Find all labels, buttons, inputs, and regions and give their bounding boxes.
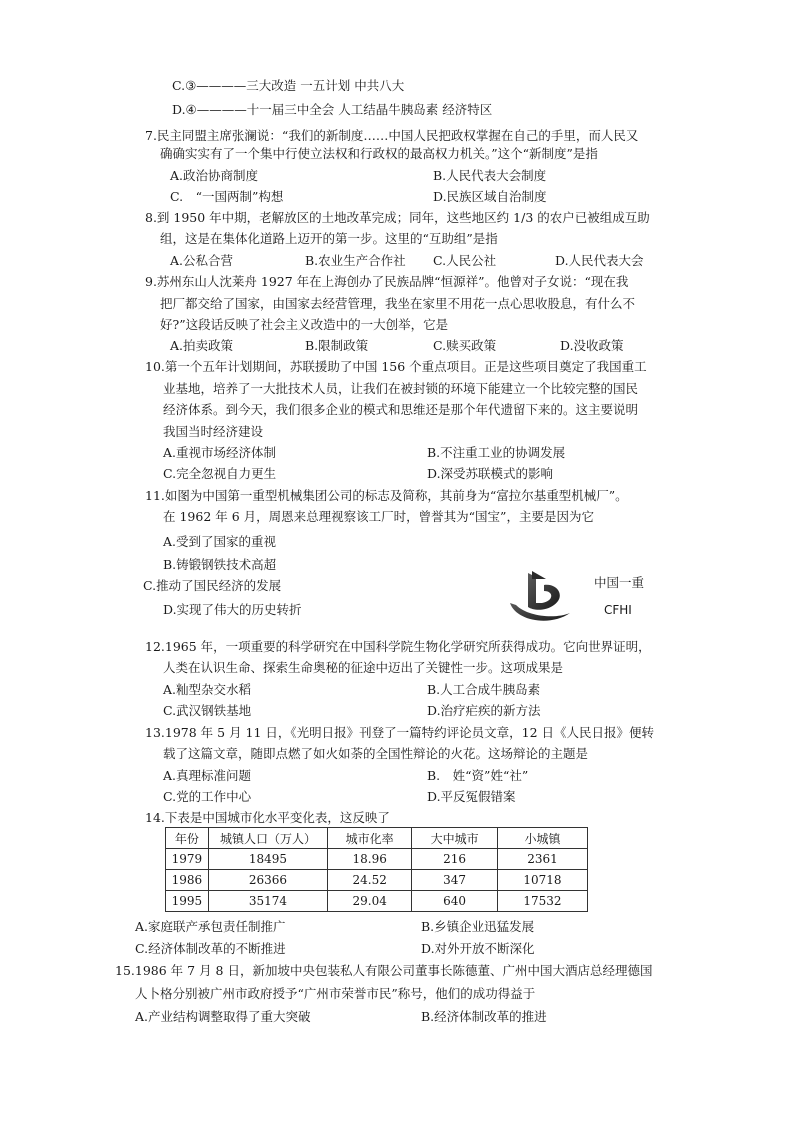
table-cell: 35174 [208, 891, 327, 912]
q11-option-b[interactable]: B.铸锻钢铁技术高超 [163, 557, 277, 572]
q13-option-d[interactable]: D.平反冤假错案 [427, 789, 516, 804]
table-cell: 18495 [208, 849, 327, 870]
q12-stem-line-1: 12.1965 年，一项重要的科学研究在中国科学院生物化学研究所获得成功。它向世界证明， [145, 639, 651, 654]
q14-option-c[interactable]: C.经济体制改革的不断推进 [135, 941, 286, 956]
q10-option-d[interactable]: D.深受苏联模式的影响 [427, 466, 554, 481]
q7-option-c[interactable]: C. “一国两制”构想 [170, 189, 284, 204]
q10-stem-line-3: 经济体系。到今天，我们很多企业的模式和思维还是那个年代遗留下来的。这主要说明 [163, 402, 639, 417]
table-cell: 29.04 [328, 891, 412, 912]
q7-option-b[interactable]: B.人民代表大会制度 [433, 168, 547, 183]
q10-stem-line-4: 我国当时经济建设 [163, 424, 264, 439]
q7-stem-line-1: 7.民主同盟主席张澜说：“我们的新制度……中国人民把政权掌握在自己的手里，而人民又 [145, 128, 639, 143]
table-cell: 17532 [497, 891, 587, 912]
q10-option-b[interactable]: B.不注重工业的协调发展 [427, 445, 566, 460]
table-cell: 10718 [497, 870, 587, 891]
q12-option-d[interactable]: D.治疗疟疾的新方法 [427, 703, 541, 718]
q8-stem-line-2: 组，这是在集体化道路上迈开的第一步。这里的“互助组”是指 [160, 231, 498, 246]
table-header: 大中城市 [412, 828, 498, 849]
q13-stem-line-2: 载了这篇文章，随即点燃了如火如荼的全国性辩论的火花。这场辩论的主题是 [163, 746, 589, 761]
q12-stem-line-2: 人类在认识生命、探索生命奥秘的征途中迈出了关键性一步。这项成果是 [163, 660, 564, 675]
q11-stem-line-1: 11.如图为中国第一重型机械集团公司的标志及简称，其前身为“富拉尔基重型机械厂”。 [145, 488, 628, 503]
table-cell: 347 [412, 870, 498, 891]
q14-option-b[interactable]: B.乡镇企业迅猛发展 [421, 919, 535, 934]
q13-stem-line-1: 13.1978 年 5 月 11 日，《光明日报》刊登了一篇特约评论员文章，12 日《人民日报》便转 [145, 725, 655, 740]
table-header-row [166, 828, 588, 849]
q15-option-a[interactable]: A.产业结构调整取得了重大突破 [135, 1009, 311, 1024]
q11-stem-line-2: 在 1962 年 6 月，周恩来总理视察该工厂时，曾誉其为“国宝”，主要是因为它 [163, 509, 594, 524]
q8-option-a[interactable]: A.公私合营 [170, 253, 234, 268]
q11-option-a[interactable]: A.受到了国家的重视 [163, 534, 277, 549]
table-header: 年份 [166, 828, 209, 849]
table-cell: 2361 [497, 849, 587, 870]
option-c-prev: C.③————三大改造 一五计划 中共八大 [172, 78, 405, 93]
q12-option-a[interactable]: A.籼型杂交水稻 [163, 682, 252, 697]
q13-option-b[interactable]: B. 姓“资”姓“社” [427, 768, 529, 783]
table-row [166, 870, 588, 891]
table-row [166, 891, 588, 912]
q7-option-d[interactable]: D.民族区域自治制度 [433, 189, 547, 204]
q13-option-a[interactable]: A.真理标准问题 [163, 768, 252, 783]
q8-option-b[interactable]: B.农业生产合作社 [305, 253, 406, 268]
table-header: 城市化率 [328, 828, 412, 849]
q10-stem-line-1: 10.第一个五年计划期间，苏联援助了中国 156 个重点项目。正是这些项目奠定了我国重工 [145, 359, 647, 374]
q13-option-c[interactable]: C.党的工作中心 [163, 789, 252, 804]
q12-option-c[interactable]: C.武汉钢铁基地 [163, 703, 252, 718]
q12-option-b[interactable]: B.人工合成牛胰岛素 [427, 682, 541, 697]
urbanization-table [165, 827, 588, 912]
table-cell: 24.52 [328, 870, 412, 891]
table-cell: 1979 [166, 849, 209, 870]
cfhi-logo-chinese-name: 中国一重 [594, 575, 645, 590]
table-row [166, 849, 588, 870]
q15-option-b[interactable]: B.经济体制改革的推进 [421, 1009, 547, 1024]
q9-option-b[interactable]: B.限制政策 [305, 338, 369, 353]
q9-option-a[interactable]: A.拍卖政策 [170, 338, 234, 353]
q14-option-a[interactable]: A.家庭联产承包责任制推广 [135, 919, 286, 934]
table-cell: 1986 [166, 870, 209, 891]
q8-stem-line-1: 8.到 1950 年中期，老解放区的土地改革完成；同年，这些地区约 1/3 的农户已被组成互助 [145, 210, 650, 225]
q15-stem-line-2: 人卜格分别被广州市政府授予“广州市荣誉市民”称号，他们的成功得益于 [135, 986, 536, 1001]
q8-option-c[interactable]: C.人民公社 [433, 253, 497, 268]
cfhi-logo-english-name: CFHI [604, 603, 632, 617]
q9-stem-line-2: 把厂都交给了国家，由国家去经营管理，我坐在家里不用花一点心思收股息，有什么不 [160, 296, 636, 311]
q14-option-d[interactable]: D.对外开放不断深化 [421, 941, 535, 956]
q9-option-c[interactable]: C.赎买政策 [433, 338, 497, 353]
q9-stem-line-1: 9.苏州东山人沈莱舟 1927 年在上海创办了民族品牌“恒源祥”。他曾对子女说：“现在我 [145, 274, 629, 289]
option-d-prev: D.④————十一届三中全会 人工结晶牛胰岛素 经济特区 [172, 102, 493, 117]
q7-stem-line-2: 确确实实有了一个集中行使立法权和行政权的最高权力机关。”这个“新制度”是指 [160, 146, 598, 161]
q7-option-a[interactable]: A.政治协商制度 [170, 168, 259, 183]
q8-option-d[interactable]: D.人民代表大会 [555, 253, 644, 268]
table-header: 小城镇 [497, 828, 587, 849]
table-cell: 26366 [208, 870, 327, 891]
q11-option-c[interactable]: C.推动了国民经济的发展 [143, 578, 282, 593]
q15-stem-line-1: 15.1986 年 7 月 8 日，新加坡中央包装私人有限公司董事长陈德董、广州中国大酒店总经理德国 [115, 963, 653, 978]
cfhi-logo-icon [506, 567, 578, 627]
q11-option-d[interactable]: D.实现了伟大的历史转折 [163, 602, 302, 617]
q10-stem-line-2: 业基地，培养了一大批技术人员，让我们在被封锁的环境下能建立一个比较完整的国民 [163, 381, 639, 396]
q9-option-d[interactable]: D.没收政策 [560, 338, 624, 353]
q10-option-a[interactable]: A.重视市场经济体制 [163, 445, 277, 460]
q9-stem-line-3: 好?”这段话反映了社会主义改造中的一大创举，它是 [160, 317, 449, 332]
table-header: 城镇人口（万人） [208, 828, 327, 849]
q14-stem-line-1: 14.下表是中国城市化水平变化表，这反映了 [145, 810, 390, 825]
table-cell: 640 [412, 891, 498, 912]
q10-option-c[interactable]: C.完全忽视自力更生 [163, 466, 277, 481]
table-cell: 18.96 [328, 849, 412, 870]
table-cell: 1995 [166, 891, 209, 912]
table-cell: 216 [412, 849, 498, 870]
